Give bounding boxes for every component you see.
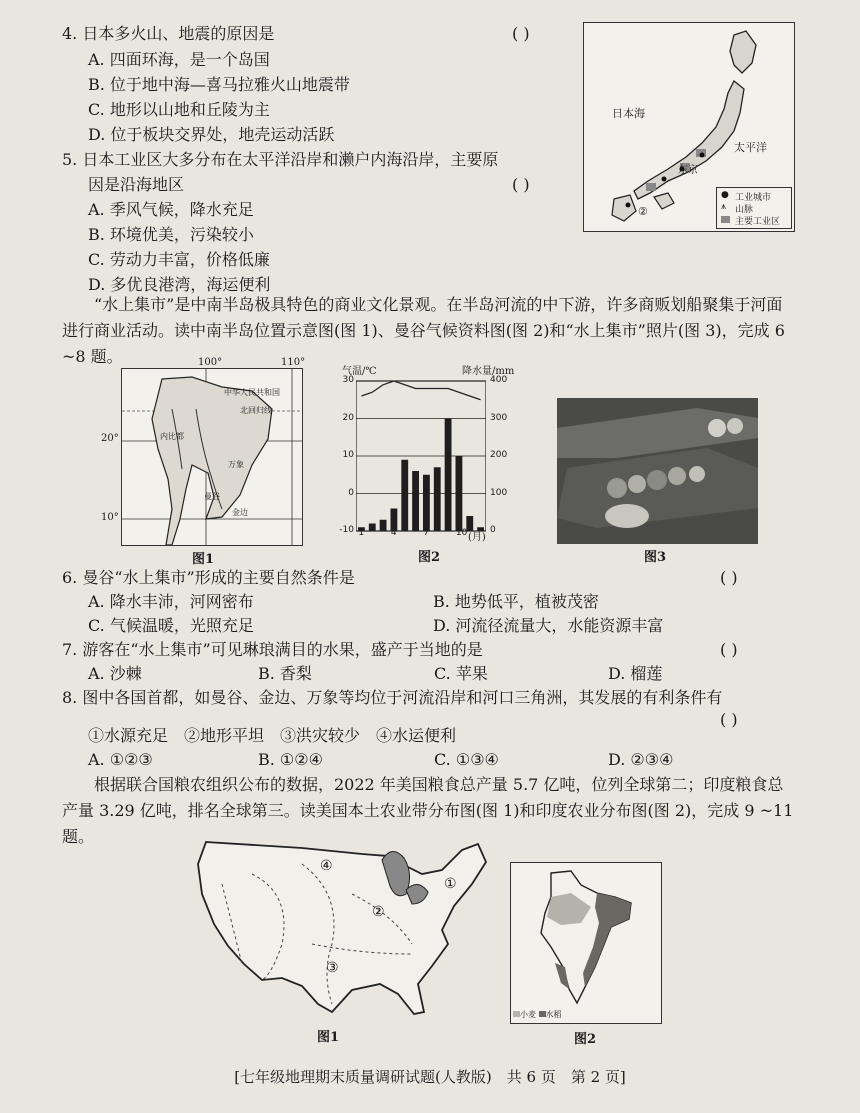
japan-map — [583, 22, 795, 232]
japan-legend — [716, 187, 792, 229]
y-right-tick-label: 0 — [490, 525, 496, 535]
q7-option-b: B. 香梨 — [258, 664, 312, 683]
q8-items: ①水源充足 ②地形平坦 ③洪灾较少 ④水运便利 — [88, 726, 457, 745]
q8-option-d: D. ②③④ — [608, 750, 674, 769]
passage-2: 根据联合国粮农组织公布的数据，2022 年美国粮食总产量 5.7 亿吨，位列全球第二；印度粮食总产量 3.29 亿吨，排名全球第三。读美国本土农业带分布图(图 1)和印度农业分布图(图 2)，完成 9 ~11 题。 — [62, 775, 794, 846]
precip-bar-month-5 — [401, 460, 408, 531]
q4-option-d: D. 位于板块交界处，地壳运动活跃 — [88, 125, 335, 144]
fig1-caption: 图1 — [192, 552, 215, 567]
legend-industry-icon — [721, 216, 730, 223]
chart-x-unit: (月) — [468, 532, 486, 543]
x-tick-label: 7 — [423, 528, 430, 538]
fig1-label-naypyidaw: 内比都 — [160, 432, 184, 441]
q4-answer-paren: ( ) — [512, 24, 530, 43]
y-left-tick-label: 20 — [342, 412, 354, 423]
fig1-label-china: 中华人民共和国 — [224, 388, 280, 397]
q7-answer-paren: ( ) — [720, 640, 738, 659]
q4-option-a: A. 四面环海，是一个岛国 — [88, 50, 270, 69]
q8-option-c: C. ①③④ — [434, 750, 499, 769]
bangkok-climate-chart — [320, 362, 520, 544]
q7-option-a: A. 沙棘 — [88, 664, 142, 683]
y-right-tick-label: 100 — [490, 487, 508, 498]
q8-stem: 8. 图中各国首都，如曼谷、金边、万象等均位于河流沿岸和河口三角洲，其发展的有利条件有 — [62, 688, 723, 707]
x-tick-label: 4 — [390, 528, 397, 538]
india-map-caption: 图2 — [574, 1032, 597, 1047]
q5-option-b: B. 环境优美，污染较小 — [88, 225, 254, 244]
q6-option-c: C. 气候温暖，光照充足 — [88, 616, 254, 635]
fig1-label-phnompenh: 金边 — [232, 508, 248, 517]
q6-option-a: A. 降水丰沛，河网密布 — [88, 592, 254, 611]
q4-option-b: B. 位于地中海—喜马拉雅火山地震带 — [88, 75, 350, 94]
fig1-lon-110: 110° — [281, 357, 306, 368]
q6-option-d: D. 河流径流量大，水能资源丰富 — [433, 616, 664, 635]
chart-ylabel-right: 降水量/mm — [462, 366, 515, 377]
india-agriculture-map — [510, 862, 662, 1024]
us-marker-4: ④ — [320, 858, 333, 874]
q5-option-c: C. 劳动力丰富，价格低廉 — [88, 250, 270, 269]
sea-of-japan-label: 日本海 — [612, 107, 645, 120]
page-footer: [七年级地理期末质量调研试题(人教版) 共 6 页 第 2 页] — [234, 1068, 626, 1086]
us-marker-1: ① — [444, 876, 457, 892]
y-right-tick-label: 300 — [490, 412, 508, 423]
us-map-caption: 图1 — [317, 1030, 340, 1045]
fig1-label-bangkok: 曼谷 — [204, 492, 220, 501]
y-left-tick-label: 10 — [342, 450, 354, 460]
q8-option-b: B. ①②④ — [258, 750, 323, 769]
legend-city-icon: ● — [721, 190, 729, 200]
floating-market-photo — [557, 398, 758, 544]
q5-option-d: D. 多优良港湾，海运便利 — [88, 275, 271, 294]
q5-stem-line2: 因是沿海地区 — [88, 175, 185, 194]
indochina-map — [121, 368, 303, 546]
legend-mountain-icon: ⩚ — [721, 202, 727, 212]
india-legend — [513, 1009, 583, 1021]
fig1-lat-20: 20° — [101, 433, 119, 444]
q8-option-a: A. ①②③ — [88, 750, 153, 769]
y-right-tick-label: 400 — [490, 375, 508, 385]
q5-answer-paren: ( ) — [512, 175, 530, 194]
y-left-tick-label: 0 — [348, 487, 354, 498]
passage-1: “水上集市”是中南半岛极具特色的商业文化景观。在半岛河流的中下游，许多商贩划船聚集于河面进行商业活动。读中南半岛位置示意图(图 1)、曼谷气候资料图(图 2)和“水上集市”照片(图 3)，完成 6 ~8 题。 — [62, 295, 785, 366]
pacific-label: 太平洋 — [734, 141, 767, 154]
legend-industry: 主要工业区 — [735, 217, 781, 227]
q7-option-d: D. 榴莲 — [608, 664, 663, 683]
marker-2: ② — [638, 205, 648, 218]
legend-wheat: 小麦 — [520, 1010, 536, 1019]
legend-rice: 水稻 — [545, 1010, 562, 1019]
tokyo-label: 东京 — [678, 165, 698, 176]
us-marker-2: ② — [372, 904, 385, 920]
chart-plot-area — [356, 374, 486, 538]
y-left-tick-label: -10 — [339, 525, 354, 535]
q4-option-c: C. 地形以山地和丘陵为主 — [88, 100, 270, 119]
us-marker-3: ③ — [326, 960, 339, 976]
q5-option-a: A. 季风气候，降水充足 — [88, 200, 254, 219]
y-left-tick-label: 30 — [342, 375, 354, 385]
q8-answer-paren: ( ) — [720, 710, 738, 729]
legend-mountain: 山脉 — [735, 205, 754, 215]
q4-stem: 4. 日本多火山、地震的原因是 — [62, 24, 275, 43]
precip-bar-month-8 — [434, 467, 441, 531]
us-agriculture-map — [192, 834, 494, 1020]
q7-option-c: C. 苹果 — [434, 664, 488, 683]
precip-bar-month-6 — [412, 471, 419, 531]
temperature-line — [361, 381, 480, 400]
x-tick-label: 10 — [455, 528, 468, 538]
q6-stem: 6. 曼谷“水上集市”形成的主要自然条件是 — [62, 568, 355, 587]
fig1-lon-100: 100° — [198, 357, 223, 368]
legend-wheat-swatch — [513, 1011, 520, 1017]
fig1-label-tropic: 北回归线 — [240, 406, 272, 415]
chart-ylabel-left: 气温/℃ — [342, 366, 377, 377]
q6-option-b: B. 地势低平，植被茂密 — [433, 592, 599, 611]
fig1-lat-10: 10° — [101, 512, 119, 523]
precip-bar-month-10 — [456, 456, 463, 531]
fig1-label-vientiane: 万象 — [228, 460, 244, 469]
x-tick-label: 1 — [358, 528, 365, 538]
fig3-caption: 图3 — [644, 550, 667, 565]
q7-stem: 7. 游客在“水上集市”可见琳琅满目的水果，盛产于当地的是 — [62, 640, 483, 659]
legend-city: 工业城市 — [735, 193, 772, 203]
legend-rice-swatch — [539, 1011, 546, 1017]
q5-stem-line1: 5. 日本工业区大多分布在太平洋沿岸和濑户内海沿岸，主要原 — [62, 150, 499, 169]
precip-bar-month-7 — [423, 475, 430, 531]
precip-bar-month-9 — [445, 419, 452, 532]
fig2-caption: 图2 — [418, 550, 441, 565]
q6-answer-paren: ( ) — [720, 568, 738, 587]
y-right-tick-label: 200 — [490, 450, 508, 460]
